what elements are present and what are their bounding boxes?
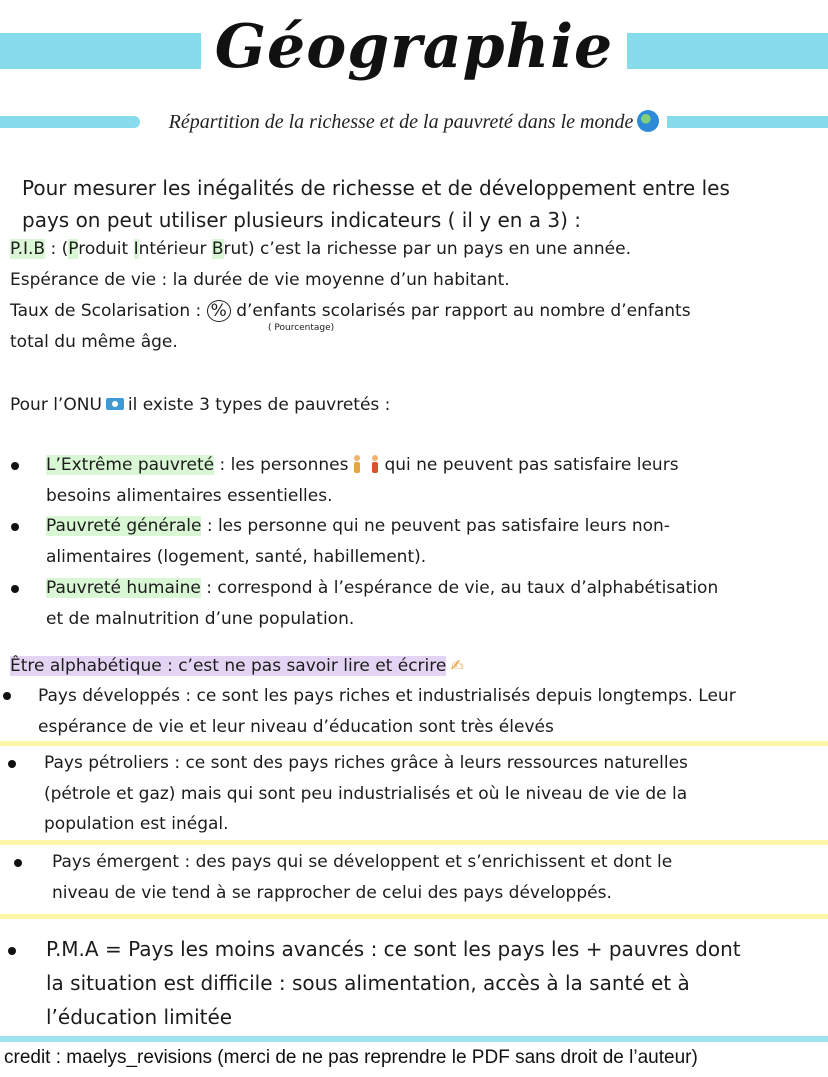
page-title: Géographie (0, 2, 828, 92)
pib-term: P.I.B (10, 239, 46, 259)
intro-line-2: pays on peut utiliser plusieurs indicateurs ( il y en a 3) : (22, 208, 582, 232)
pays-petroliers-line-3: population est inégal. (44, 814, 229, 834)
indicator-taux-line-2: total du même âge. (10, 332, 178, 352)
bullet-icon (11, 523, 19, 531)
writing-hand-icon: ✍ (450, 656, 464, 675)
pauvrete-humaine-term: Pauvreté humaine (46, 578, 201, 598)
pays-pma-line-1: P.M.A = Pays les moins avancés : ce sont les pays les + pauvres dont (46, 937, 741, 961)
pauvrete-humaine-line-2: et de malnutrition d’une population. (46, 609, 355, 629)
divider-yellow (0, 741, 828, 746)
pauvrete-generale-term: Pauvreté générale (46, 516, 202, 536)
pays-petroliers-line-1: Pays pétroliers : ce sont des pays riches grâce à leurs ressources naturelles (44, 753, 688, 773)
indicator-taux: Taux de Scolarisation : % d’enfants scolarisés par rapport au nombre d’enfants (10, 301, 691, 321)
indicator-esperance: Espérance de vie : la durée de vie moyenne d’un habitant. (10, 270, 510, 290)
credit-text: credit : maelys_revisions (merci de ne pas reprendre le PDF sans droit de l’auteur) (4, 1047, 698, 1068)
pays-petroliers-line-2: (pétrole et gaz) mais qui sont peu industrialisés et où le niveau de vie de la (44, 784, 688, 804)
pauvrete-extreme-term: L’Extrême pauvreté (46, 455, 215, 475)
bullet-icon (11, 462, 19, 470)
alpha-note (10, 651, 464, 681)
pays-pma-line-2: la situation est difficile : sous alimentation, accès à la santé et à (46, 971, 690, 995)
bullet-icon (8, 760, 16, 768)
pays-emergent-line-1: Pays émergent : des pays qui se développent et s’enrichissent et dont le (52, 852, 673, 872)
page-subtitle (0, 108, 828, 136)
bullet-icon (11, 585, 19, 593)
bullet-icon (3, 692, 11, 700)
subtitle-text: Répartition de la richesse et de la pauvreté dans le monde (168, 111, 634, 133)
person-icon (372, 455, 378, 473)
onu-line: Pour l’ONU il existe 3 types de pauvretés : (10, 395, 391, 415)
pauvrete-extreme-line-2: besoins alimentaires essentielles. (46, 486, 333, 506)
globe-icon (637, 110, 659, 132)
pays-developpes-line-2: espérance de vie et leur niveau d’éducation sont très élevés (38, 717, 554, 737)
pauvrete-generale-line-2: alimentaires (logement, santé, habillement). (46, 547, 427, 567)
bullet-icon (8, 947, 16, 955)
pourcentage-note: ( Pourcentage) (268, 323, 335, 333)
bullet-icon (14, 859, 22, 867)
alpha-note-text: Être alphabétique : c’est ne pas savoir lire et écrire (10, 656, 447, 676)
divider-yellow (0, 840, 828, 845)
pauvrete-humaine: Pauvreté humaine : correspond à l’espérance de vie, au taux d’alphabétisation (46, 578, 719, 598)
pays-pma-line-3: l’éducation limitée (46, 1005, 233, 1029)
divider-yellow (0, 914, 828, 919)
pays-developpes-line-1: Pays développés : ce sont les pays riches et industrialisés depuis longtemps. Leur (38, 686, 736, 706)
pays-emergent-line-2: niveau de vie tend à se rapprocher de celui des pays développés. (52, 883, 612, 903)
person-icon (354, 455, 360, 473)
percent-circle: % (207, 300, 231, 322)
pauvrete-generale: Pauvreté générale : les personne qui ne peuvent pas satisfaire leurs non- (46, 516, 670, 536)
intro-line-1: Pour mesurer les inégalités de richesse et de développement entre les (22, 176, 730, 200)
indicator-pib: P.I.B : (Produit Intérieur Brut) c’est la richesse par un pays en une année. (10, 239, 631, 259)
un-flag-icon (106, 398, 124, 410)
pauvrete-extreme: L’Extrême pauvreté : les personnes qui ne peuvent pas satisfaire leurs (46, 455, 679, 475)
